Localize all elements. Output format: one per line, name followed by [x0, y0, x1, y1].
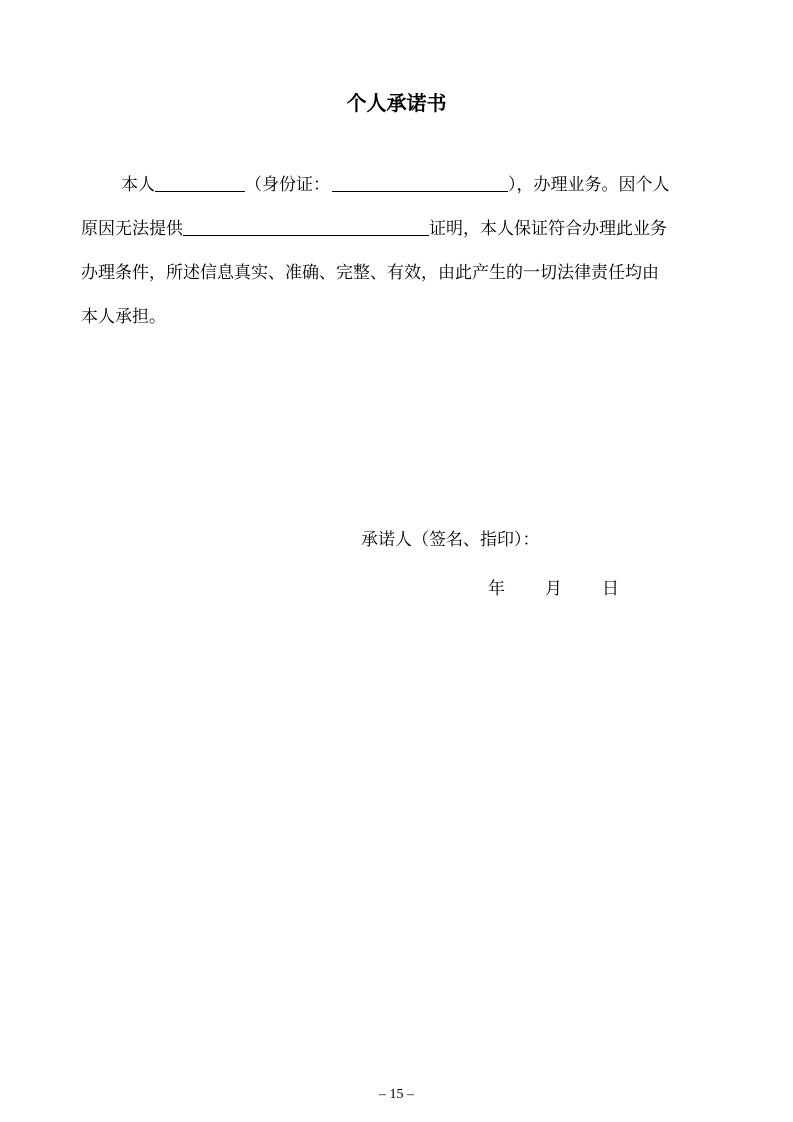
paragraph-line-1	[81, 170, 721, 200]
id-card-label: （身份证：	[245, 175, 330, 195]
year-label: 年	[488, 579, 505, 599]
paragraph-line-4	[81, 302, 721, 332]
conditions-text: 办理条件，所述信息真实、准确、完整、有效，由此产生的一切法律责任均由	[81, 263, 659, 283]
unable-provide-text: 原因无法提供	[81, 219, 183, 239]
id-number-blank	[332, 171, 508, 192]
responsibility-text: 本人承担。	[81, 307, 166, 327]
page-number: – 15 –	[379, 1087, 414, 1102]
paragraph-line-2	[81, 214, 721, 244]
name-blank	[155, 171, 245, 192]
date-line	[488, 574, 619, 604]
paragraph-line-3	[81, 258, 721, 288]
month-label: 月	[545, 579, 562, 599]
self-label: 本人	[121, 175, 155, 195]
page-title: 个人承诺书	[346, 91, 447, 115]
day-label: 日	[602, 579, 619, 599]
commitment-paragraph	[81, 170, 721, 332]
business-text: ），办理业务。因个人	[508, 175, 670, 195]
guarantee-text: 证明，本人保证符合办理此业务	[429, 219, 667, 239]
signature-label: 承诺人（签名、指印）：	[361, 530, 540, 550]
certificate-name-blank	[183, 215, 429, 236]
